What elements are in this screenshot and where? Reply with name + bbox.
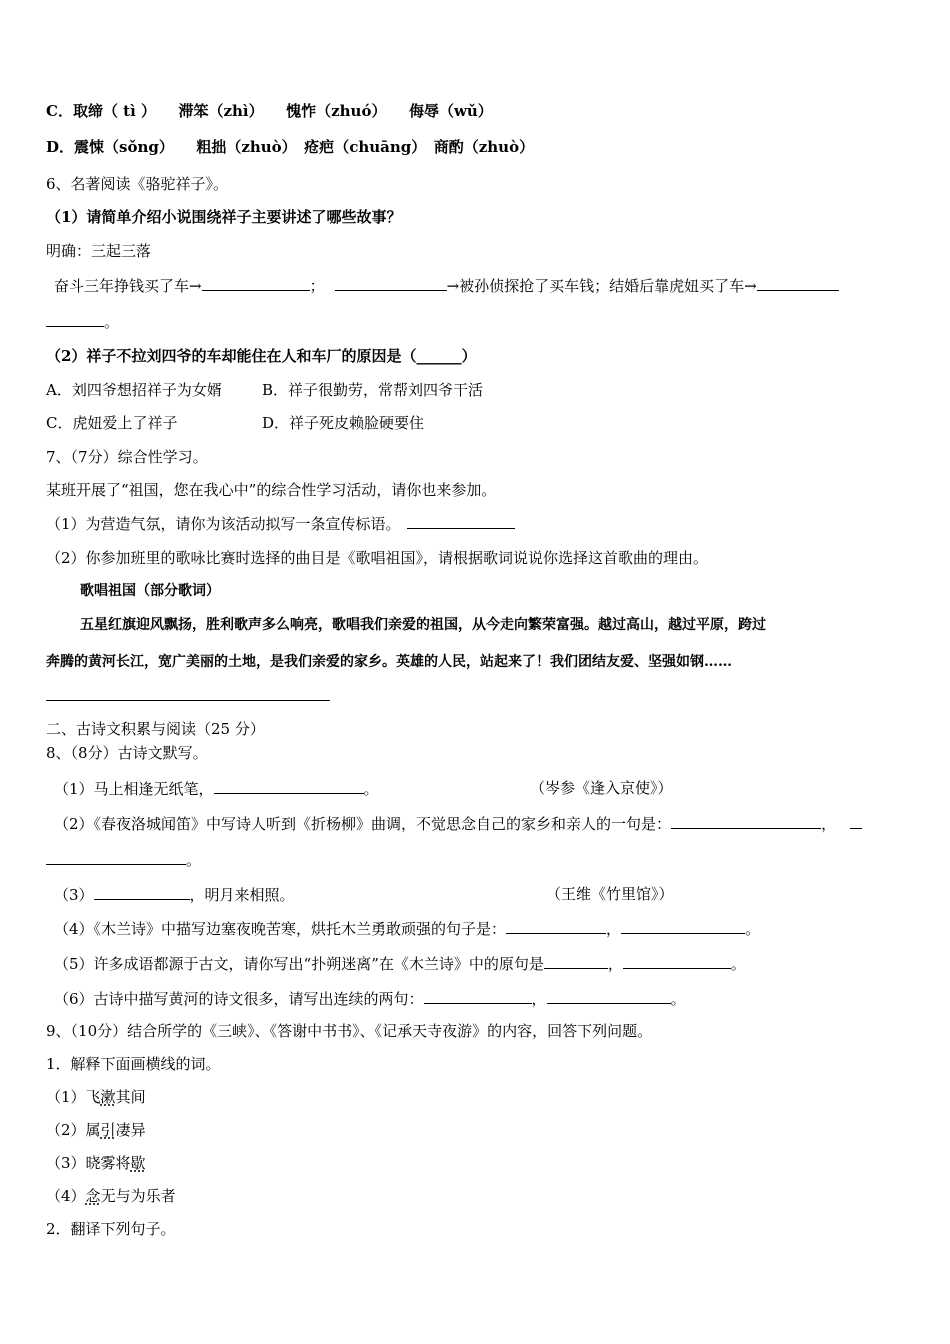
q9-part1: 1．解释下面画横线的词。 [46, 1055, 221, 1073]
section2-heading: 二、古诗文积累与阅读（25 分） [46, 720, 265, 738]
q9-word-2-post: 凄异 [115, 1121, 146, 1139]
q6-mingque: 明确：三起三落 [46, 242, 152, 260]
q6-sub1: （1）请简单介绍小说围绕祥子主要讲述了哪些故事？ [46, 208, 402, 226]
q7-intro: 某班开展了“祖国，您在我心中”的综合性学习活动，请你也来参加。 [46, 481, 497, 499]
q6-option-d: D．祥子死皮赖脸硬要住 [262, 414, 425, 432]
q9-word-4-key: 念 [85, 1187, 101, 1205]
q8-s5-comma: ， [607, 955, 623, 973]
q6-option-a: A．刘四爷想招祥子为女婿 [46, 381, 222, 399]
q6-blank-1[interactable] [202, 275, 310, 291]
q8-s2-line [54, 813, 862, 834]
q6-blank-3-cont[interactable] [46, 311, 104, 327]
q8-s6: （6）古诗中描写黄河的诗文很多，请写出连续的两句： [54, 990, 424, 1008]
q8-s3-b: ，明月来相照。 [189, 886, 295, 904]
q7-lyrics-1: 五星红旗迎风飘扬，胜利歌声多么响亮，歌唱我们亲爱的祖国，从今走向繁荣富强。越过高山，越过平原，跨过 [80, 617, 766, 633]
q8-s5-period: 。 [730, 955, 746, 973]
q9-word-1 [46, 1087, 146, 1107]
q8-title: 8、（8分）古诗文默写。 [46, 744, 208, 762]
q8-s1: （1）马上相逢无纸笔， [54, 780, 214, 798]
q8-s4-line [54, 918, 760, 939]
q8-s3-source: （王维《竹里馆》） [546, 885, 674, 903]
q8-s2-blank-1[interactable] [671, 813, 821, 829]
q8-s2-cont [46, 849, 201, 870]
q6-sub2: （2）祥子不拉刘四爷的车却能住在人和车厂的原因是（______） [46, 347, 477, 365]
q9-word-1-key: 漱 [100, 1088, 116, 1106]
q9-word-4 [46, 1186, 176, 1206]
q8-s3-blank[interactable] [94, 884, 190, 900]
q9-part2: 2．翻译下列句子。 [46, 1220, 176, 1238]
q6-story-b: ； [309, 277, 325, 295]
q6-story-end: 。 [104, 313, 120, 331]
q8-s1-source: （岑参《逢入京使》） [530, 779, 673, 797]
q7-sub1: （1）为营造气氛，请你为该活动拟写一条宣传标语。 [46, 515, 401, 533]
q8-s4-blank-2[interactable] [621, 918, 745, 934]
q9-title: 9、（10分）结合所学的《三峡》、《答谢中书书》、《记承天寺夜游》的内容，回答下列问题。 [46, 1022, 653, 1040]
q7-lyrics-2: 奔腾的黄河长江，宽广美丽的土地，是我们亲爱的家乡。英雄的人民，站起来了！我们团结友爱、坚强如钢…… [46, 654, 732, 670]
q9-word-3 [46, 1153, 146, 1173]
q8-s1-line [54, 778, 379, 799]
q6-story-cont [46, 311, 119, 332]
q9-word-1-pre: （1）飞 [46, 1088, 101, 1106]
q7-slogan-blank[interactable] [407, 513, 515, 529]
q9-word-2 [46, 1120, 146, 1140]
q8-s3: （3） [54, 886, 94, 904]
q8-s3-line [54, 884, 295, 905]
q8-s1-blank[interactable] [214, 778, 364, 794]
q8-s5-blank-2[interactable] [623, 953, 731, 969]
q6-story-line [54, 275, 839, 296]
q8-s4-comma: ， [606, 920, 622, 938]
q7-song-title: 歌唱祖国（部分歌词） [80, 583, 220, 599]
q8-s4-blank-1[interactable] [506, 918, 606, 934]
q8-s4: （4）《木兰诗》中描写边塞夜晚苦寒，烘托木兰勇敢顽强的句子是： [54, 920, 507, 938]
q8-s6-line [54, 988, 686, 1009]
q8-s2-end: 。 [186, 851, 202, 869]
q5-option-d: D．震悚（sǒng） 粗拙（zhuò） 疮疤（chuāng） 商酌（zhuò） [46, 138, 535, 156]
q6-story-a: 奋斗三年挣钱买了车→ [54, 277, 202, 295]
q8-s2-mid: ， [821, 815, 837, 833]
q6-blank-2[interactable] [335, 275, 447, 291]
q5-option-c: C．取缔（ tì ） 滞笨（zhì） 愧怍（zhuó） 侮辱（wǔ） [46, 102, 493, 120]
q9-word-3-key: 歇 [130, 1154, 146, 1172]
q8-s2-blank-2[interactable] [850, 813, 862, 829]
q7-sub1-line [46, 513, 515, 534]
q7-answer-line[interactable] [46, 700, 330, 701]
q8-s5-blank-1[interactable] [544, 953, 608, 969]
q8-s6-blank-2[interactable] [547, 988, 671, 1004]
q9-word-4-post: 无与为乐者 [100, 1187, 176, 1205]
q6-blank-3[interactable] [757, 275, 839, 291]
q6-option-b: B．祥子很勤劳，常帮刘四爷干活 [262, 381, 484, 399]
q6-title: 6、名著阅读《骆驼祥子》。 [46, 175, 229, 193]
q8-s2-blank-2-cont[interactable] [46, 849, 186, 865]
q9-word-2-key: 引 [100, 1121, 116, 1139]
q8-s2: （2）《春夜洛城闻笛》中写诗人听到《折杨柳》曲调，不觉思念自己的家乡和亲人的一句是： [54, 815, 672, 833]
q8-s1-end: 。 [363, 780, 379, 798]
q9-word-2-pre: （2）属 [46, 1121, 101, 1139]
q9-word-1-post: 其间 [115, 1088, 146, 1106]
q8-s5: （5）许多成语都源于古文，请你写出“扑朔迷离”在《木兰诗》中的原句是 [54, 955, 544, 973]
q8-s6-comma: ， [531, 990, 547, 1008]
q8-s6-blank-1[interactable] [424, 988, 532, 1004]
q8-s4-period: 。 [745, 920, 761, 938]
q8-s5-line [54, 953, 746, 974]
q6-option-c: C．虎妞爱上了祥子 [46, 414, 178, 432]
q9-word-3-pre: （3）晓雾将 [46, 1154, 131, 1172]
q7-sub2: （2）你参加班里的歌咏比赛时选择的曲目是《歌唱祖国》，请根据歌词说说你选择这首歌曲的理由。 [46, 549, 709, 567]
q7-title: 7、（7分）综合性学习。 [46, 448, 208, 466]
q9-word-4-pre: （4） [46, 1187, 86, 1205]
q6-story-c: →被孙侦探抢了买车钱；结婚后靠虎妞买了车→ [446, 277, 757, 295]
q8-s6-period: 。 [670, 990, 686, 1008]
